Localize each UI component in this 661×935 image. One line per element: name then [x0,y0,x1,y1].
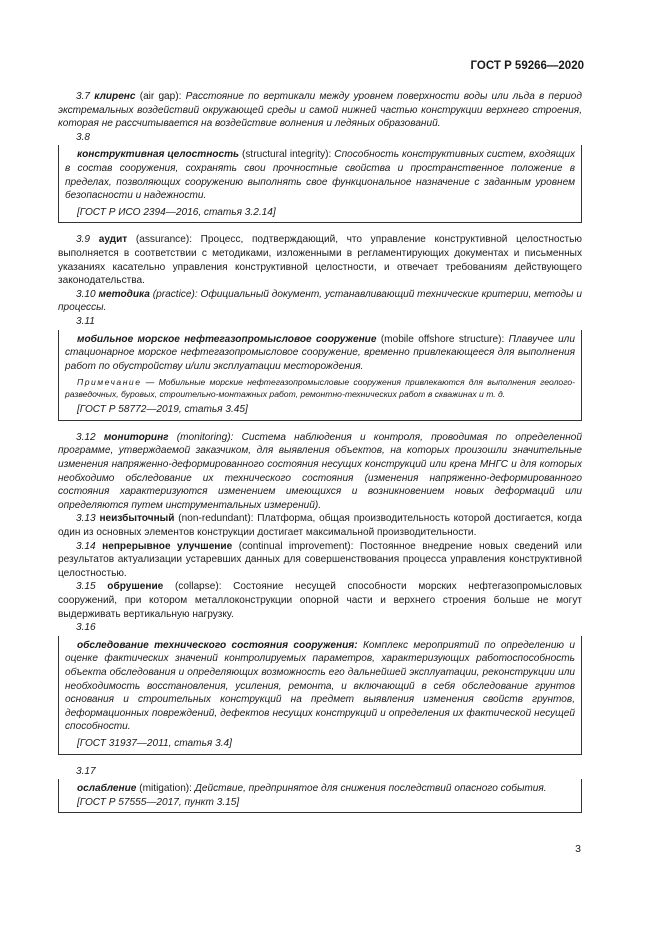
term-3-11: мобильное морское нефтегазопромысловое сооружение (mobile offshore structure): Плавучее или стационарное морское нефтегазопромысловое сооружение, временно привлекающееся для выполнения работ по обустройству и/или эксплуатации месторождения. [65,333,575,372]
term-3-16: обследование технического состояния сооружения: Комплекс мероприятий по определению и оценке фактических значений контролируемых параметров, характеризующих работоспособность объекта обследования и определяющих возможность его дальнейшей эксплуатации, реконструкции или необходимость восстановления, усиления, ремонта, и включающий в себя обследование грунтов основания и строительных конструкций на предмет выявления изменения свойств грунтов, деформационных повреждений, дефектов несущих конструкций и определения их фактической несущей способности. [65,639,575,733]
term-3-7: 3.7 клиренс (air gap): Расстояние по вертикали между уровнем поверхности воды или льда в период экстремальных воздействий окружающей среды и самой нижней частью конструкции верхнего строения, которая не рассчитывается на воздействие волнения и ледяных образований. [58,91,583,130]
term-3-9: 3.9 аудит (assurance): Процесс, подтверждающий, что управление конструктивной целостностью выполняется в соответствии с методиками, изложенными в регламентирующих документах и письменных указаниях касательно управления конструктивной целостности, и отвечает требованиям действующего законодательства. [58,234,583,287]
quote-box-3-8 [58,145,582,223]
term-3-12: 3.12 мониторинг (monitoring): Система наблюдения и контроля, проводимая по определенной программе, утверждаемой заказчиком, для выявления объектов, на которых произошли значительные изменения напряженно-деформированного состояния несущих конструкций или крена МНГС и для которых необходимо обследование их технического состояния (изменения напряженно-деформированного состояния характеризуются изменением имеющихся и возникновением новых деформаций или определяются путем инструментальных измерений). [58,431,582,511]
term-3-17: ослабление (mitigation): Действие, предпринятое для снижения последствий опасного события. [77,783,547,795]
term-3-11-number: 3.11 [76,315,95,327]
source-3-8: [ГОСТ Р ИСО 2394—2016, статья 3.2.14] [77,206,276,218]
term-3-13: 3.13 неизбыточный (non-redundant): Платформа, общая производительность которой достигается, когда один из основных элементов конструкции достигает максимальной производительности. [58,513,583,539]
term-3-17-number: 3.17 [76,765,96,777]
term-3-14: 3.14 непрерывное улучшение (continual improvement): Постоянное внедрение новых сведений или результатов актуализации устаревших данных для совершенствования процесса управления конструктивной целостностью. [58,540,583,579]
quote-box-3-11 [58,330,582,421]
document-body [58,90,582,815]
source-3-11: [ГОСТ Р 58772—2019, статья 3.45] [77,404,248,416]
document-header: ГОСТ Р 59266—2020 [470,60,584,72]
term-3-15: 3.15 обрушение (collapse): Состояние несущей способности морских нефтегазопромысловых сооружений, при котором металлоконструкции опорной части и верхнего строения больше не могут выдерживать вертикальную нагрузку. [58,581,582,620]
source-3-16: [ГОСТ 31937—2011, статья 3.4] [77,737,232,749]
page-number: 3 [575,843,581,855]
source-3-17: [ГОСТ Р 57555—2017, пункт 3.15] [77,796,240,808]
quote-box-3-16 [58,636,582,755]
quote-box-3-17 [58,779,582,813]
term-3-16-number: 3.16 [76,622,96,634]
term-3-8: конструктивная целостность (structural integrity): Способность конструктивных систем, входящих в состав сооружения, сохранять свои прочностные свойства и пространственное положение в пределах, позволяющих сооружению выполнять свое функциональное назначение с заданным уровнем безопасности и надежности. [65,149,576,202]
term-3-8-number: 3.8 [76,131,91,143]
term-3-10: 3.10 методика (practice): Официальный документ, устанавливающий технические критерии, методы и процессы. [58,288,582,314]
note-3-11: Примечание — Мобильные морские нефтегазопромысловые сооружения привлекаются для выполнения геолого-разведочных, буровых, строительно-монтажных работ, ремонтно-технических работ в скважинах и т. д. [65,377,575,399]
